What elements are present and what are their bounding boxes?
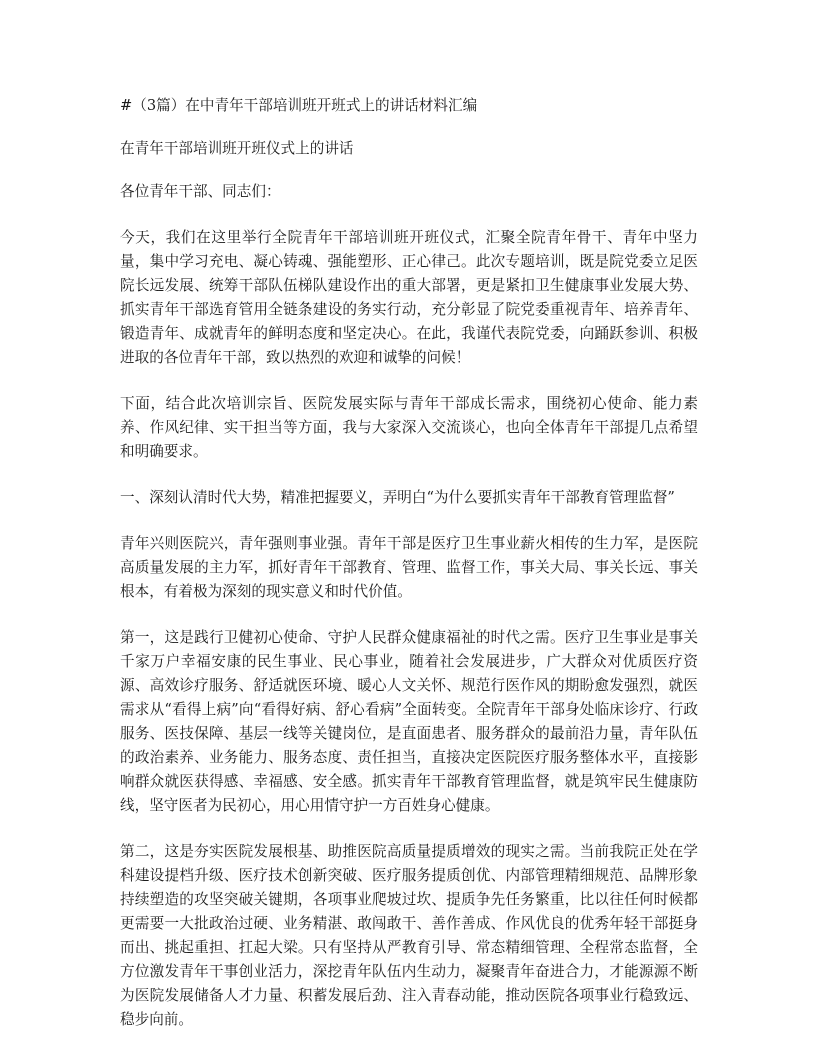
- document-title: #（3篇）在中青年干部培训班开班式上的讲话材料汇编: [120, 97, 478, 114]
- paragraph-section1-intro: 青年兴则医院兴，青年强则事业强。青年干部是医疗卫生事业薪火相传的生力军，是医院高质量发展的主力军，抓好青年干部教育、管理、监督工作，事关大局、事关长远、事关根本，有着极为深刻的现实意义和时代价值。: [120, 535, 698, 600]
- speech-subtitle: 在青年干部培训班开班仪式上的讲话: [120, 140, 354, 157]
- salutation: 各位青年干部、同志们：: [120, 183, 281, 200]
- paragraph-point-2: 第二，这是夯实医院发展根基、助推医院高质量提质增效的现实之需。当前我院正处在学科建设提档升级、医疗技术创新突破、医疗服务提质创优、内部管理精细规范、品牌形象持续塑造的攻坚突破关键期，各项事业爬坡过坎、提质争先任务繁重，比以往任何时候都更需要一大批政治过硬、业务精湛、敢闯敢干、善作善成、作风优良的优秀年轻干部挺身而出、挑起重担、扛起大梁。只有坚持从严教育引导、常态精细管理、全程常态监督，全方位激发青年干事创业活力，深挖青年队伍内生动力，凝聚青年奋进合力，才能源源不断为医院发展储备人才力量、积蓄发展后劲、注入青春动能，推动医院各项事业行稳致远、稳步向前。: [120, 843, 698, 1028]
- section-heading-1: 一、深刻认清时代大势，精准把握要义，弄明白“为什么要抓实青年干部教育管理监督”: [120, 489, 675, 506]
- paragraph-point-1: 第一，这是践行卫健初心使命、守护人民群众健康福祉的时代之需。医疗卫生事业是事关千家万户幸福安康的民生事业、民心事业，随着社会发展进步，广大群众对优质医疗资源、高效诊疗服务、舒适就医环境、暖心人文关怀、规范行医作风的期盼愈发强烈，就医需求从“看得上病”向“看得好病、舒心看病”全面转变。全院青年干部身处临床诊疗、行政服务、医技保障、基层一线等关键岗位，是直面患者、服务群众的最前沿力量，青年队伍的政治素养、业务能力、服务态度、责任担当，直接决定医院医疗服务整体水平，直接影响群众就医获得感、幸福感、安全感。抓实青年干部教育管理监督，就是筑牢民生健康防线，坚守医者为民初心，用心用情守护一方百姓身心健康。: [120, 629, 698, 814]
- paragraph-opening: 今天，我们在这里举行全院青年干部培训班开班仪式，汇聚全院青年骨干、青年中坚力量，集中学习充电、凝心铸魂、强能塑形、正心律己。此次专题培训，既是院党委立足医院长远发展、统筹干部队伍梯队建设作出的重大部署，更是紧扣卫生健康事业发展大势、抓实青年干部选育管用全链条建设的务实行动，充分彰显了院党委重视青年、培养青年、锻造青年、成就青年的鲜明态度和坚定决心。在此，我谨代表院党委，向踊跃参训、积极进取的各位青年干部，致以热烈的欢迎和诚挚的问候！: [120, 229, 698, 366]
- paragraph-intro: 下面，结合此次培训宗旨、医院发展实际与青年干部成长需求，围绕初心使命、能力素养、作风纪律、实干担当等方面，我与大家深入交流谈心，也向全体青年干部提几点希望和明确要求。: [120, 395, 698, 460]
- document-page: [120, 94, 698, 1032]
